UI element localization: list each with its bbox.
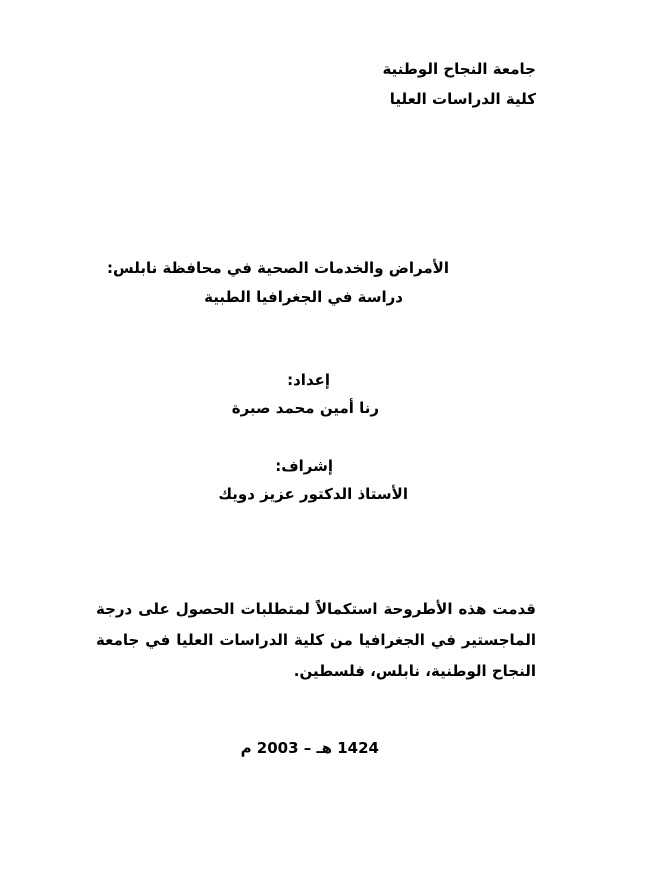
supervisor-name: الأستاذ الدكتور عزيز دويك xyxy=(218,485,408,503)
submission-date: 1424 هـ – 2003 م xyxy=(240,739,379,757)
submission-statement: قدمت هذه الأطروحة استكمالاً لمتطلبات الحصول على درجة الماجستير في الجغرافيا من كلية الدراسات العليا في جامعة النجاح الوطنية، نابلس، فلسطين. xyxy=(96,600,536,680)
university-name: جامعة النجاح الوطنية xyxy=(382,60,536,78)
author-name: رنا أمين محمد صبرة xyxy=(231,399,379,417)
thesis-title-line-2: دراسة في الجغرافيا الطبية xyxy=(204,288,403,306)
prepared-by-label: إعداد: xyxy=(287,371,330,389)
faculty-name: كلية الدراسات العليا xyxy=(389,90,536,108)
thesis-title-line-1: الأمراض والخدمات الصحية في محافظة نابلس: xyxy=(107,259,449,277)
supervisor-label: إشراف: xyxy=(275,457,333,475)
